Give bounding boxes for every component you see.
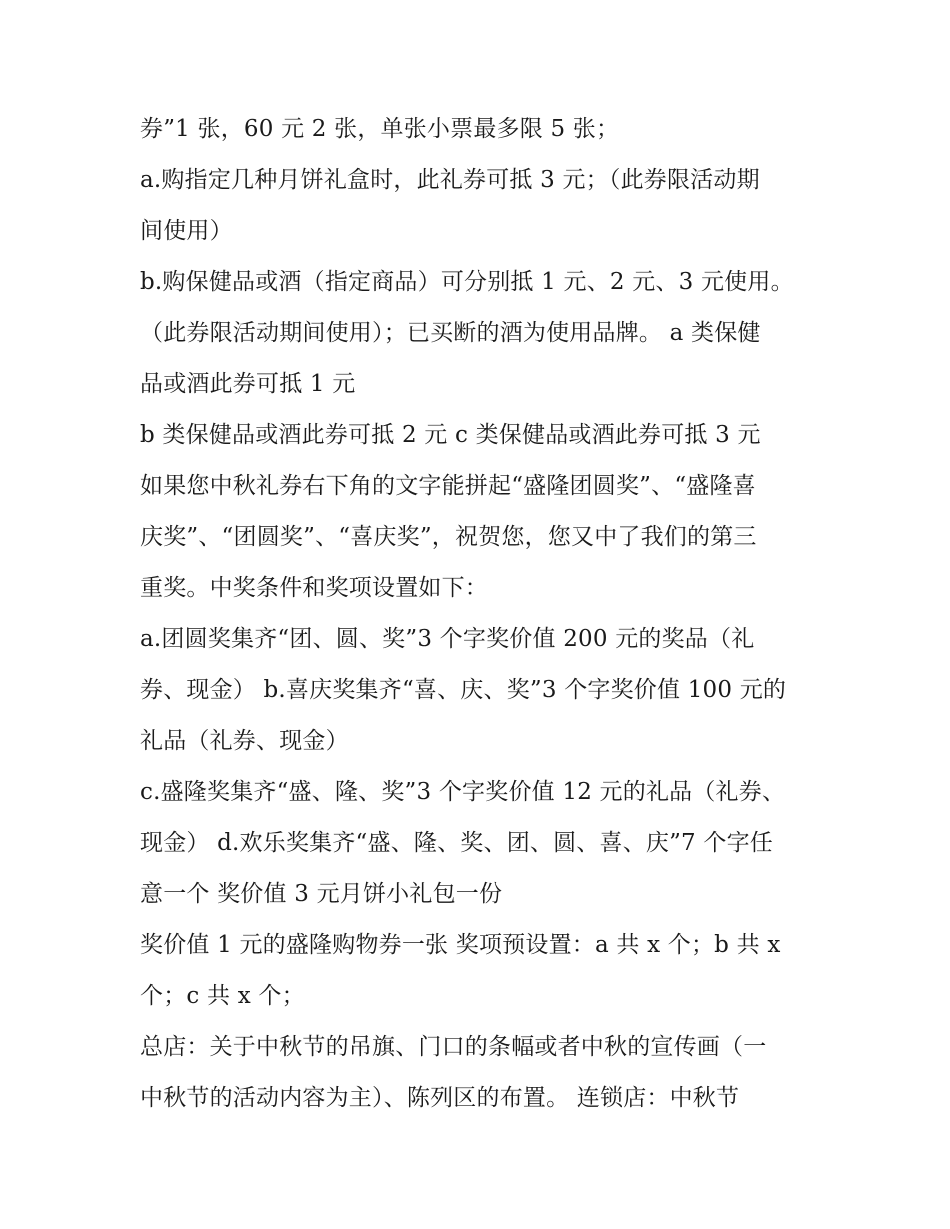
document-body <box>140 104 830 1124</box>
text-line-19: 总店：关于中秋节的吊旗、门口的条幅或者中秋的宣传画（一 <box>140 1034 767 1060</box>
text-line-1: 券”1 张，60 元 2 张，单张小票最多限 5 张； <box>140 116 620 142</box>
text-line-3: 间使用） <box>140 218 233 244</box>
text-line-18: 个；c 共 x 个； <box>140 983 305 1009</box>
text-line-2: a.购指定几种月饼礼盒时，此礼券可抵 3 元；（此券限活动期 <box>140 167 760 193</box>
text-line-6: 品或酒此券可抵 1 元 <box>140 371 356 397</box>
text-line-12: 券、现金） b.喜庆奖集齐“喜、庆、奖”3 个字奖价值 100 元的 <box>140 677 787 703</box>
text-line-15: 现金） d.欢乐奖集齐“盛、隆、奖、团、圆、喜、庆”7 个字任 <box>140 830 774 856</box>
text-line-14: c.盛隆奖集齐“盛、隆、奖”3 个字奖价值 12 元的礼品（礼券、 <box>140 779 786 805</box>
text-line-16: 意一个 奖价值 3 元月饼小礼包一份 <box>140 881 503 907</box>
text-line-17: 奖价值 1 元的盛隆购物券一张 奖项预设置：a 共 x 个；b 共 x <box>140 932 781 958</box>
text-line-11: a.团圆奖集齐“团、圆、奖”3 个字奖价值 200 元的奖品（礼 <box>140 626 755 652</box>
text-line-13: 礼品（礼券、现金） <box>140 728 349 754</box>
text-line-20: 中秋节的活动内容为主）、陈列区的布置。 连锁店：中秋节 <box>140 1085 740 1111</box>
text-line-4: b.购保健品或酒（指定商品）可分别抵 1 元、2 元、3 元使用。 <box>140 269 794 295</box>
text-line-8: 如果您中秋礼券右下角的文字能拼起“盛隆团圆奖”、“盛隆喜 <box>140 473 756 499</box>
text-line-10: 重奖。中奖条件和奖项设置如下： <box>140 575 488 601</box>
text-line-7: b 类保健品或酒此券可抵 2 元 c 类保健品或酒此券可抵 3 元 <box>140 422 761 448</box>
text-line-9: 庆奖”、“团圆奖”、“喜庆奖”，祝贺您，您又中了我们的第三 <box>140 524 757 550</box>
text-line-5: （此券限活动期间使用）；已买断的酒为使用品牌。 a 类保健 <box>140 320 761 346</box>
